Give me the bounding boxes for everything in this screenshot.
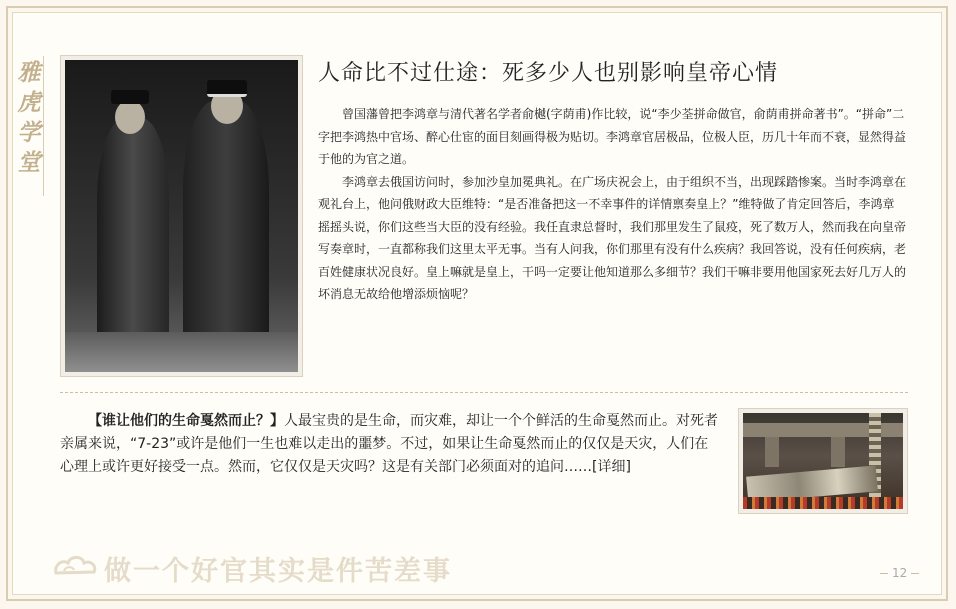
historical-photo [60, 55, 303, 377]
article-paragraph: 曾国藩曾把李鸿章与清代著名学者俞樾(字荫甫)作比较，说“李少荃拼命做官，俞荫甫拼命著书”。“拼命”二字把李鸿热中官场、醉心仕宦的面目刻画得极为贴切。李鸿章官居极品，位极人臣，历几十年而不衰，显然得益于他的为官之道。 [318, 107, 907, 166]
sidebar-rule [43, 56, 44, 196]
sidebar-brand-char: 堂 [17, 149, 41, 176]
teaser-lead[interactable]: 【谁让他们的生命戛然而止？】 [88, 413, 284, 429]
sidebar-brand-char: 学 [17, 119, 41, 146]
sidebar-brand-char: 虎 [17, 89, 41, 116]
accident-photo[interactable] [738, 408, 908, 514]
page-number-dash [880, 573, 888, 574]
sidebar-brand-title [16, 58, 42, 178]
section-divider [60, 392, 908, 393]
read-more-link[interactable]: [详细] [592, 459, 631, 475]
page-number [880, 566, 919, 580]
cloud-ornament-icon [52, 553, 98, 579]
page-number-value: 12 [892, 566, 908, 580]
article-body [318, 103, 906, 306]
article-paragraph: 李鸿章去俄国访问时，参加沙皇加冕典礼。在广场庆祝会上，由于组织不当，出现踩踏惨案。当时李鸿章在观礼台上，他问俄财政大臣维特：“是否准备把这一不幸事件的详情禀奏皇上？”维特做了肯定回答后，李鸿章摇摇头说，你们这些当大臣的没有经验。我任直隶总督时，我们那里发生了鼠疫，死了数万人，然而我在向皇帝写奏章时，一直都称我们这里太平无事。当有人问我，你们那里有没有什么疾病？我回答说，没有任何疾病，老百姓健康状况良好。皇上嘛就是皇上，干吗一定要让他知道那么多细节？我们干嘛非要用他国家死去好几万人的坏消息无故给他增添烦恼呢？ [318, 174, 907, 301]
teaser-text: 人最宝贵的是生命，而灾难，却让一个个鲜活的生命戛然而止。对死者亲属来说，“7-23”或许是他们一生也难以走出的噩梦。不过，如果让生命戛然而止的仅仅是天灾，人们在心理上或许更好接受一点。然而，它仅仅是天灾吗？这是有关部门必须面对的追问…… [60, 413, 718, 475]
footer-slogan: 做一个好官其实是件苦差事 [104, 556, 452, 587]
page-number-dash [911, 573, 919, 574]
teaser-paragraph [60, 410, 720, 479]
sidebar-brand-char: 雅 [17, 59, 41, 86]
article-title: 人命比不过仕途：死多少人也别影响皇帝心情 [318, 61, 779, 86]
